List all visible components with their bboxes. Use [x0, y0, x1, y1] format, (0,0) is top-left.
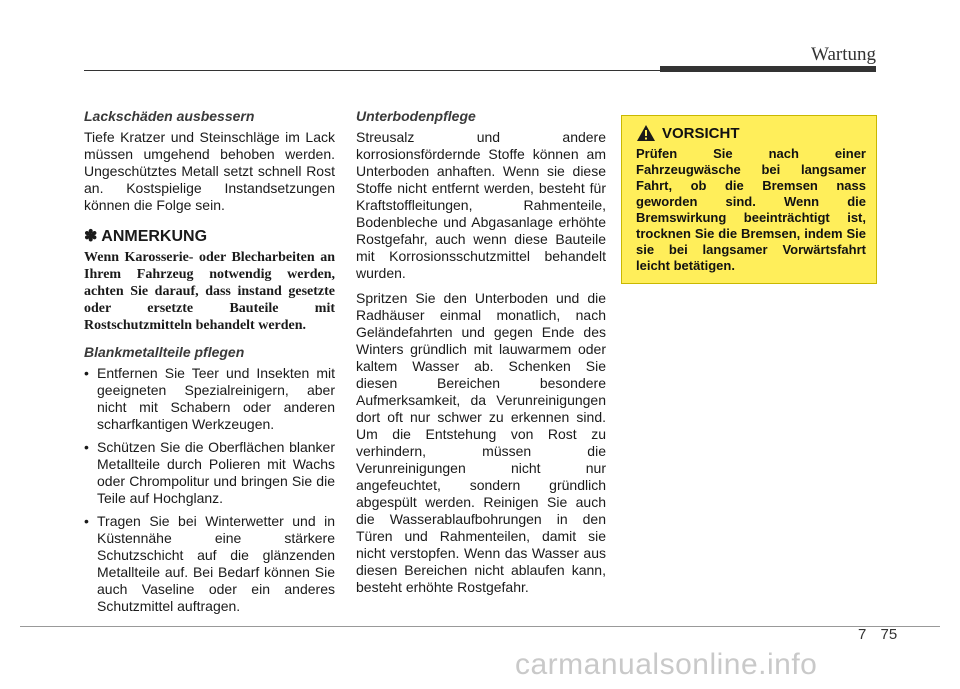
list-item-text: Tragen Sie bei Winterwetter und in Küstennähe eine stärkere Schutzschicht auf die glänzenden Metallteile auf. Bei Bedarf können Sie auch Vaseline oder ein anderes Schutzmittel auftragen.	[97, 513, 335, 614]
header-bar	[660, 66, 876, 72]
bullet-icon: •	[84, 365, 89, 381]
list-item	[84, 513, 335, 615]
section-title-underbody: Unterbodenpflege	[356, 108, 476, 124]
middle-column	[356, 108, 606, 604]
list-item-text: Entfernen Sie Teer und Insekten mit geeigneten Spezialreinigern, aber nicht mit Schabern oder anderen scharfkantigen Werkzeugen.	[97, 365, 335, 432]
warning-triangle-icon	[636, 124, 656, 142]
section-title-paint: Lackschäden ausbessern	[84, 108, 255, 124]
footer-rule	[20, 626, 940, 627]
underbody-paragraph-1: Streusalz und andere korrosionsfördernde Stoffe können am Unterboden anhaften. Wenn sie diese Stoffe nicht entfernt werden, besteht für Kraftstoffleitungen, Rahmenteile, Bodenbleche und Abgasanlage erhöhte Rostgefahr, auch wenn diese Bauteile mit Korrosionsschutzmittel behandelt wurden.	[356, 129, 606, 281]
note-icon: ✽	[84, 228, 98, 245]
section-title-metal: Blankmetallteile pflegen	[84, 344, 245, 360]
warning-title: VORSICHT	[662, 124, 740, 142]
left-column	[84, 108, 335, 621]
warning-header	[636, 124, 866, 142]
list-item	[84, 439, 335, 507]
chapter-number: 7	[858, 626, 867, 643]
page-number-value: 75	[880, 626, 898, 643]
watermark: carmanualsonline.info	[515, 648, 818, 681]
note-heading	[84, 228, 335, 245]
section-text-paint: Tiefe Kratzer und Steinschläge im Lack müssen umgehend behoben werden. Ungeschütztes Metall setzt schnell Rost an. Kostspielige Instandsetzungen können die Folge sein.	[84, 129, 335, 213]
list-item	[84, 365, 335, 433]
header-rule	[84, 70, 660, 71]
warning-text: Prüfen Sie nach einer Fahrzeugwäsche bei langsamer Fahrt, ob die Bremsen nass geworden sind. Wenn die Bremswirkung beeinträchtigt ist, trocknen Sie die Bremsen, indem Sie sie bei langsamer Vorwärtsfahrt leicht betätigen.	[636, 146, 866, 273]
note-title: ANMERKUNG	[101, 228, 208, 245]
page-number	[858, 626, 907, 643]
list-item-text: Schützen Sie die Oberflächen blanker Metallteile durch Polieren mit Wachs oder Chrompolitur und bringen Sie die Teile auf Hochglanz.	[97, 439, 335, 506]
underbody-paragraph-2: Spritzen Sie den Unterboden und die Radhäuser einmal monatlich, nach Geländefahrten und gegen Ende des Winters gründlich mit lauwarmem oder kaltem Wasser ab. Schenken Sie diesen Bereichen besondere Aufmerksamkeit, da Verunreinigungen dort oft nur schwer zu erkennen sind. Um die Entstehung von Rost zu verhindern, müssen die Verunreinigungen nicht nur angefeuchtet, sondern gründlich abgespült werden. Reinigen Sie auch die Wasserablaufbohrungen in den Türen und Rahmenteilen, damit sie nicht verstopfen. Wenn das Wasser aus diesen Bereichen nicht ablaufen kann, besteht erhöhte Rostgefahr.	[356, 290, 606, 595]
note-text: Wenn Karosserie- oder Blecharbeiten an Ihrem Fahrzeug notwendig werden, achten Sie darauf, dass instand gesetzte oder ersetzte Bauteile mit Rostschutzmitteln behandelt werden.	[84, 250, 335, 333]
page-header-title: Wartung	[811, 44, 876, 65]
bullet-icon: •	[84, 513, 89, 529]
warning-box	[621, 115, 877, 284]
bullet-icon: •	[84, 439, 89, 455]
bullet-list	[84, 365, 335, 615]
